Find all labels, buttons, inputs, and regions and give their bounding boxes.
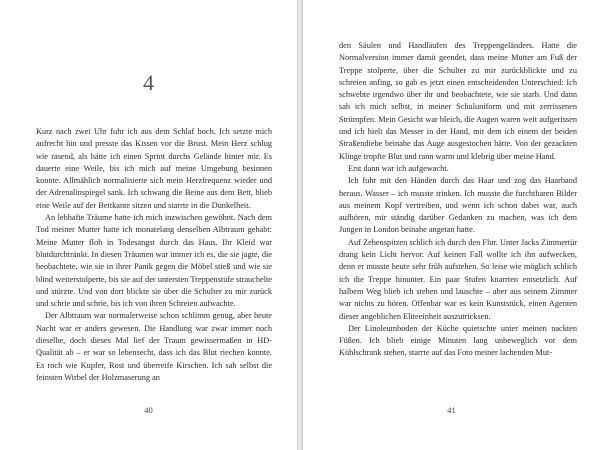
page-number: 40 — [144, 405, 153, 415]
left-page — [0, 0, 297, 450]
paragraph: Der Linoleumboden der Küche quietschte unter meinen nackten Füßen. Ich blieb einige Minuten lang unbeweglich vor dem Kühlschrank stehen, starrte auf das Foto meiner lachenden Mut- — [339, 323, 577, 358]
chapter-number: 4 — [143, 70, 154, 95]
paragraph: den Säulen und Handläufen des Treppengeländers. Hatte die Normalversion immer damit geendet, dass meine Mutter am Fuß der Treppe stolperte, über die Schulter zu mir zurückblickte und zu schreien anfing, so gab es jetzt einen entscheidenden Unterschied: Ich schwebte irgendwo über ihr und beobachtete, wie sie starb. Und dann sah ich mich selbst, in meiner Schuluniform und mit zerrissenen Strümpfen. Mein Gesicht war bleich, die Augen waren weit aufgerissen und ich hielt das Messer in der Hand, mit dem ich einem der beiden Straßendiebe beinahe das Auge ausgestochen hätte. Von der gezackten Klinge tropfte Blut und rann warm und klebrig über meine Hand. — [339, 41, 577, 161]
paragraph: Auf Zehenspitzen schlich ich durch den Flur. Unter Jacks Zimmertür drang kein Licht hervor. Auf keinen Fall wollte ich ihn aufwecken, denn er musste heute sehr früh aufstehen. So leise wie möglich schlich ich die Treppe hinunter. Ein paar Stufen knarrten entsetzlich. Auf halbem Weg blieb ich stehen und lauschte – aber aus seinem Zimmer war nichts zu hören. Offenbar war es kein Kunststück, einen Agenten dieser angeblichen Eliteeinheit auszutricksen. — [339, 237, 577, 321]
paragraph: An lebhafte Träume hatte ich mich inzwischen gewöhnt. Nach dem Tod meiner Mutter hatte ich monatelang denselben Albtraum gehabt: Meine Mutter floh in Todesangst durch das Haus. Ihr Kleid war blutdurchtränkt. In diesen Träumen war immer ich es, die sie jagte, die beobachtete, wie sie in ihrer Panik gegen die Möbel stieß und wie sie blind weiterstolperte, bis sie auf der untersten Treppenstufe strauchelte und stürzte. Und von dort blickte sie über die Schulter zu mir zurück und schrie und schrie, bis ich von ihren Schreien aufwachte. — [36, 213, 272, 309]
paragraph: Ich fuhr mit den Händen durch das Haar und zog das Haarband heraus. Wasser – ich musste trinken. Ich musste die furchtbaren Bilder aus meinem Kopf vertreiben, und wenn ich schon dabei war, auch aufhören, mir ständig darüber Gedanken zu machen, was ich dem Jungen in London beinahe angetan hatte. — [339, 176, 577, 235]
page-number: 41 — [447, 405, 456, 415]
left-page-text — [36, 126, 272, 384]
paragraph: Kurz nach zwei Uhr fuhr ich aus dem Schlaf hoch. Ich setzte mich aufrecht hin und presste das Kissen vor die Brust. Mein Herz schlug wie rasend, als hätte ich einen Sprint durchs Gelände hinter mir. Es dauerte eine Weile, bis ich mich auf meine Umgebung besinnen konnte. Allmählich normalisierte sich mein Herzfrequenz wieder und der Adrenalinspiegel sank. Ich schwang die Beine aus dem Bett, blieb eine Weile auf der Bettkante sitzen und starrte in die Dunkelheit. — [36, 127, 272, 210]
paragraph: Der Albtraum war normalerweise schon schlimm genug, aber heute Nacht war er anders gewesen. Die Handlung war zwar immer noch dieselbe, doch dieses Mal lief der Traum gewissermaßen in HD-Qualität ab – er war so lebensecht, dass ich das Blut riechen konnte. Es roch wie Kupfer, Rost und überreife Kirschen. Ich sah selbst die feinsten Wirbel der Holzmaserung an — [36, 311, 272, 382]
paragraph: Erst dann war ich aufgewacht. — [348, 163, 449, 173]
right-page-text — [339, 40, 577, 360]
right-page — [303, 0, 600, 450]
